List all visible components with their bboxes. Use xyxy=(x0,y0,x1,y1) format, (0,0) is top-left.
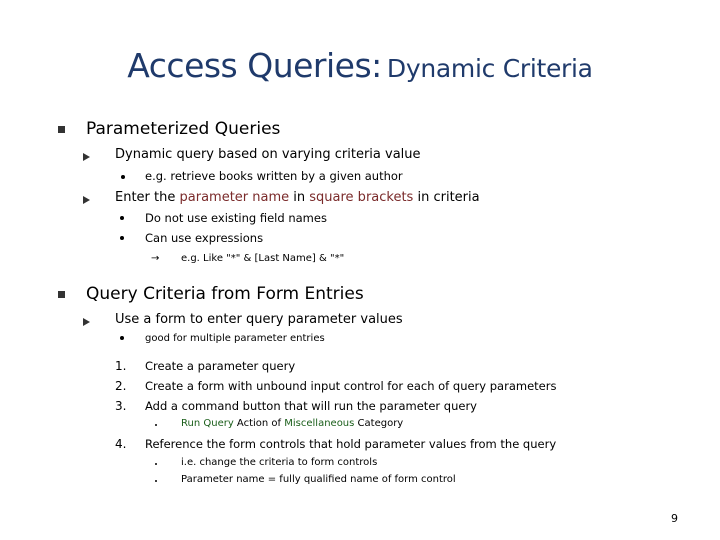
dot-bullet-icon xyxy=(120,236,124,240)
slide-title xyxy=(0,46,720,85)
step-number: 3. xyxy=(115,399,127,413)
dot-bullet-icon xyxy=(120,216,124,220)
square-bullet-icon xyxy=(58,126,65,133)
section2-heading: Query Criteria from Form Entries xyxy=(86,284,364,304)
step-text: Add a command button that will run the parameter query xyxy=(145,399,477,413)
triangle-bullet-icon xyxy=(83,318,90,326)
sec1-bullet1: Dynamic query based on varying criteria value xyxy=(115,147,421,162)
parameter-name-highlight: parameter name xyxy=(179,190,290,205)
step3-sub-post: Category xyxy=(354,418,404,429)
dot-bullet-icon xyxy=(155,424,157,426)
step-number: 1. xyxy=(115,359,127,373)
triangle-bullet-icon xyxy=(83,153,90,161)
arrow-bullet-icon: → xyxy=(151,253,160,264)
sec2-bullet1-sub: good for multiple parameter entries xyxy=(145,333,325,344)
step4-sub1: i.e. change the criteria to form controls xyxy=(181,457,378,468)
step-number: 2. xyxy=(115,379,127,393)
section1-heading: Parameterized Queries xyxy=(86,119,281,139)
square-brackets-highlight: square brackets xyxy=(309,190,414,205)
step-text: Create a parameter query xyxy=(145,359,296,373)
step-number: 4. xyxy=(115,437,127,451)
sec1-bullet1-sub: e.g. retrieve books written by a given author xyxy=(145,169,403,183)
sec2-bullet1: Use a form to enter query parameter values xyxy=(115,312,403,327)
run-query-highlight: Run Query xyxy=(181,418,234,429)
miscellaneous-highlight: Miscellaneous xyxy=(284,418,355,429)
sec1-bullet2-post: in criteria xyxy=(413,190,480,205)
title-sub: Dynamic Criteria xyxy=(386,54,593,83)
title-main: Access Queries: xyxy=(127,46,382,85)
sec1-bullet2-sub2: Can use expressions xyxy=(145,231,264,245)
dot-bullet-icon xyxy=(155,480,157,482)
sec1-bullet2-mid: in xyxy=(289,190,310,205)
sec1-bullet2 xyxy=(115,190,480,205)
step3-sub xyxy=(181,418,403,429)
square-bullet-icon xyxy=(58,291,65,298)
sec1-bullet2-sub1: Do not use existing field names xyxy=(145,211,327,225)
dot-bullet-icon xyxy=(121,175,125,179)
page-number: 9 xyxy=(671,512,678,525)
step-text: Create a form with unbound input control for each of query parameters xyxy=(145,379,557,393)
sec1-expression-example: e.g. Like "*" & [Last Name] & "*" xyxy=(181,253,345,264)
step-text: Reference the form controls that hold parameter values from the query xyxy=(145,437,557,451)
step3-sub-mid: Action of xyxy=(233,418,285,429)
step4-sub2: Parameter name = fully qualified name of form control xyxy=(181,474,456,485)
triangle-bullet-icon xyxy=(83,196,90,204)
dot-bullet-icon xyxy=(120,336,124,340)
dot-bullet-icon xyxy=(155,463,157,465)
sec1-bullet2-pre: Enter the xyxy=(115,190,180,205)
